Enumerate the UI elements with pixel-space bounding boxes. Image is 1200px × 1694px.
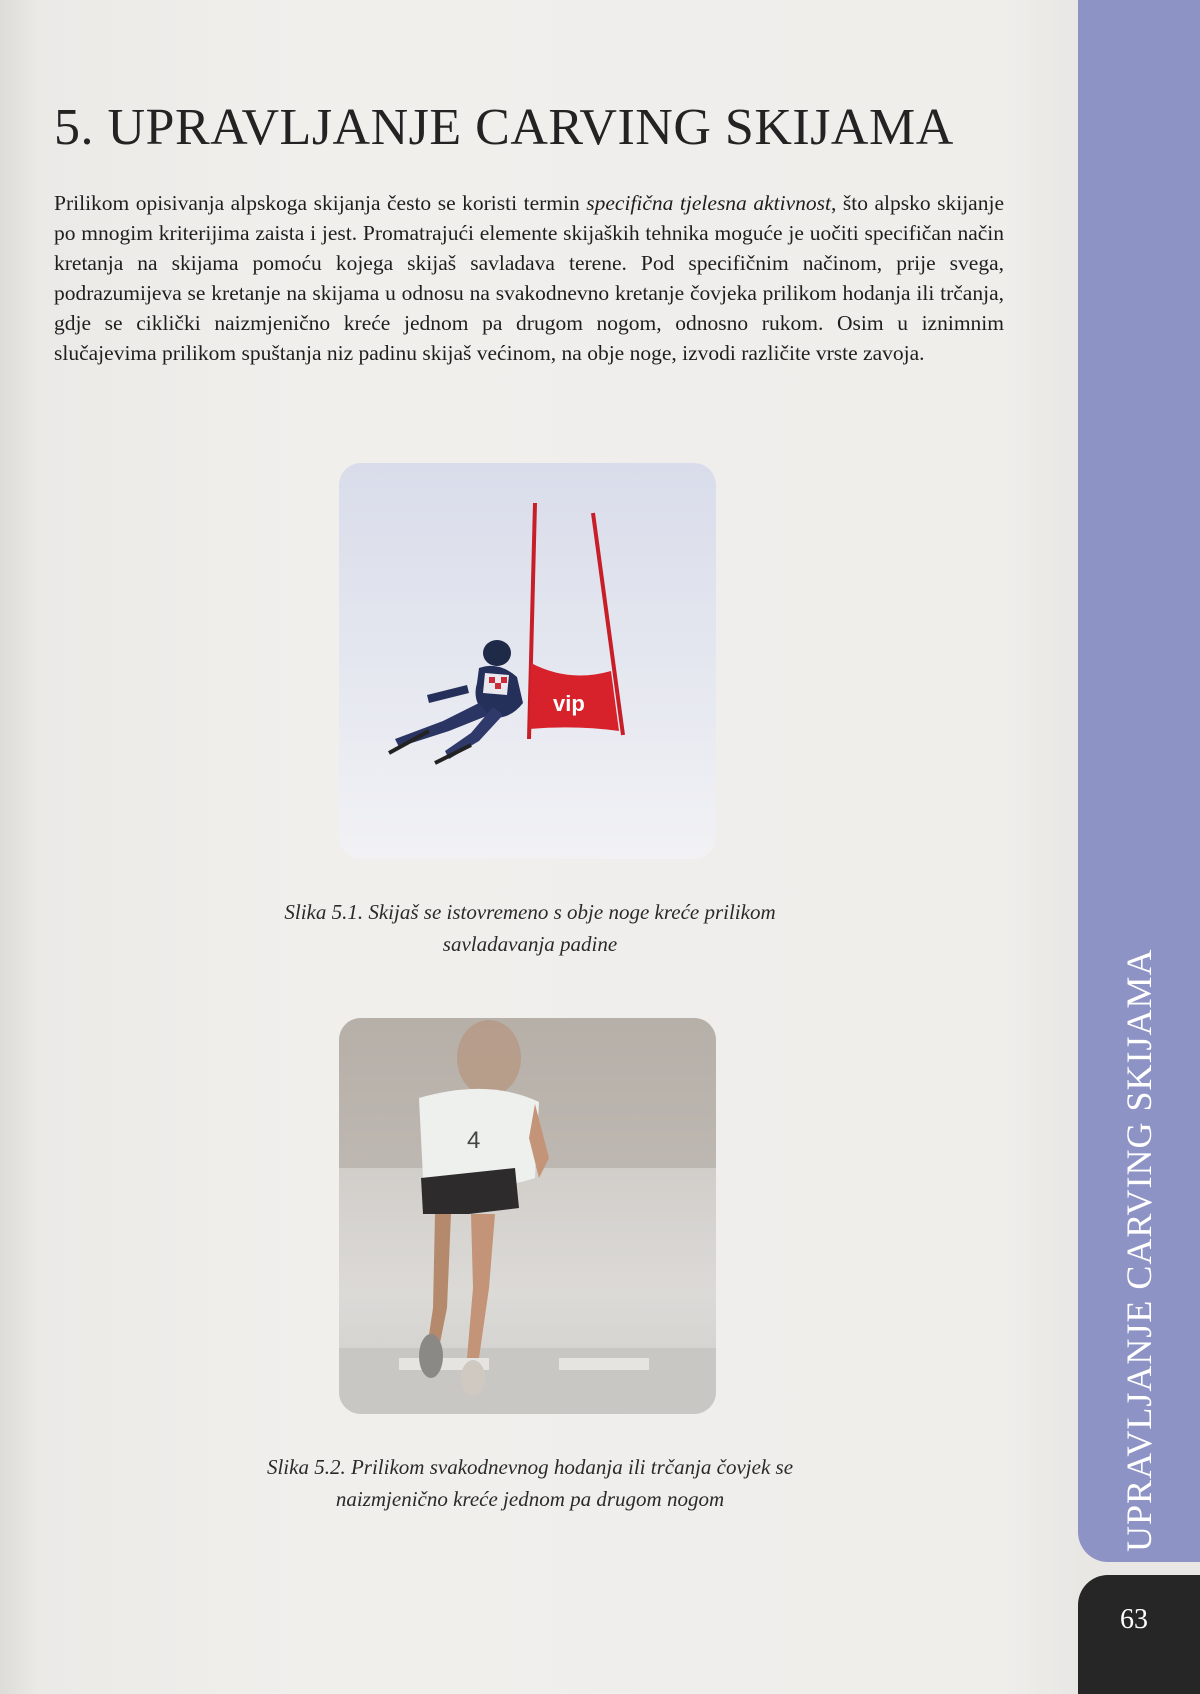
- chapter-side-label: UPRAVLJANJE CARVING SKIJAMA: [1119, 948, 1159, 1552]
- figure-1-caption-line1: Slika 5.1. Skijaš se istovremeno s obje noge kreće prilikom: [284, 900, 776, 924]
- gate-banner-text: vip: [553, 691, 585, 716]
- runner-head-blurred: [457, 1020, 521, 1096]
- runner-bib-number: 4: [467, 1127, 481, 1154]
- runner-shoe-left: [419, 1334, 443, 1378]
- body-text-end: , što alpsko skijanje po mnogim kriterijima zaista i jest. Promatrajući elemente skijaških tehnika moguće je uočiti specifičan način kretanja na skijama pomoću kojega skijaš savladava terene. Pod specifičnim načinom, prije svega, podrazumijeva se kretanje na skijama u odnosu na svakodnevno kretanje čovjeka prilikom hodanja ili trčanja, gdje se ciklički naizmjenično kreće jednom pa drugom nogom, odnosno rukom. Osim u iznimnim slučajevima prilikom spuštanja niz padinu skijaš većinom, na obje noge, izvodi različite vrste zavoja.: [54, 191, 1004, 365]
- figure-2-caption: [180, 1451, 880, 1515]
- figure-1-caption-line2: savladavanja padine: [442, 932, 618, 956]
- skier-helmet: [483, 640, 511, 666]
- figure-2-caption-line1: Slika 5.2. Prilikom svakodnevnog hodanja ili trčanja čovjek se: [266, 1455, 794, 1479]
- skier-illustration: [339, 463, 716, 859]
- body-text-start: Prilikom opisivanja alpskoga skijanja često se koristi termin: [54, 191, 587, 215]
- runner-leg-left: [427, 1214, 451, 1348]
- chapter-title: 5. UPRAVLJANJE CARVING SKIJAMA: [54, 99, 954, 156]
- figure-1-caption: [180, 896, 880, 960]
- skier-arm: [427, 685, 469, 703]
- figure-runner-photo: [339, 1018, 716, 1414]
- runner-illustration: [339, 1018, 716, 1414]
- page-number: 63: [1120, 1604, 1148, 1635]
- body-paragraph: [54, 188, 1004, 368]
- figure-skier-photo: [339, 463, 716, 859]
- runner-shoe-right: [461, 1360, 485, 1396]
- italic-term: specifična tjelesna aktivnost: [586, 191, 831, 215]
- runner-leg-right: [467, 1214, 495, 1358]
- figure-2-caption-line2: naizmjenično kreće jednom pa drugom nogom: [335, 1487, 725, 1511]
